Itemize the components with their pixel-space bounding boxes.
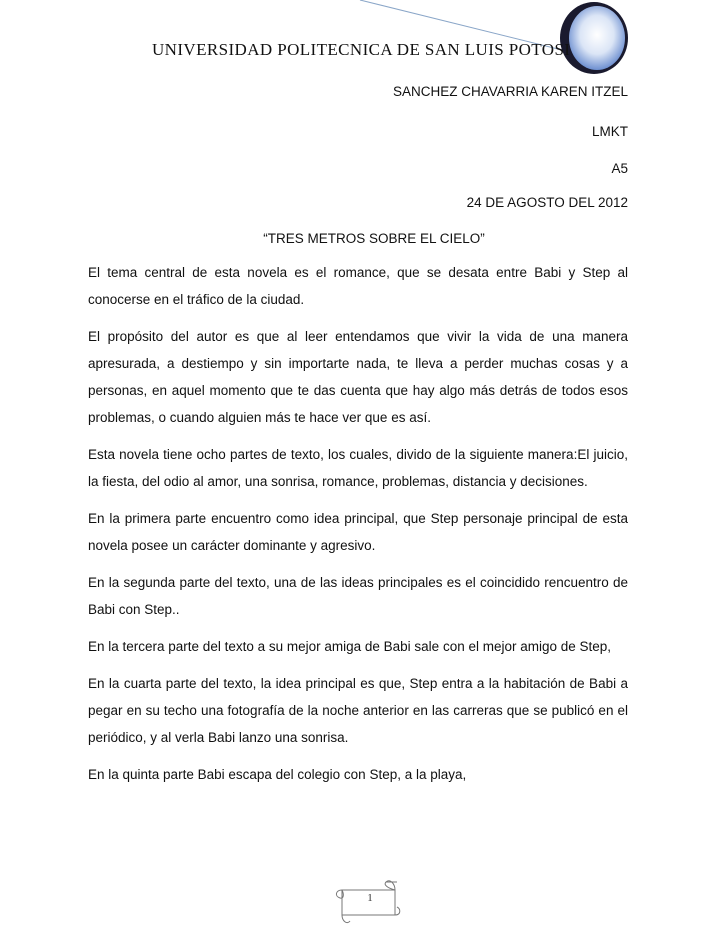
- document-date: 24 DE AGOSTO DEL 2012: [466, 195, 628, 210]
- decorative-oval-light: [569, 6, 625, 70]
- paragraph: En la quinta parte Babi escapa del colegio con Step, a la playa,: [88, 767, 467, 782]
- paragraph: Esta novela tiene ocho partes de texto, los cuales, divido de la siguiente manera:El juicio, la fiesta, del odio al amor, una sonrisa, romance, problemas, distancia y decisiones.: [88, 447, 628, 489]
- paragraph: En la cuarta parte del texto, la idea principal es que, Step entra a la habitación de Babi a pegar en su techo una fotografía de la noche anterior en las carreras que se publicó en el periódico, y al verla Babi lanzo una sonrisa.: [88, 676, 628, 745]
- author-name: SANCHEZ CHAVARRIA KAREN ITZEL: [392, 84, 628, 99]
- group-code: A5: [611, 161, 628, 176]
- university-header: UNIVERSIDAD POLITECNICA DE SAN LUIS POTOSI: [152, 40, 571, 59]
- page-number: 1: [367, 892, 373, 904]
- paragraph: El propósito del autor es que al leer entendamos que vivir la vida de una manera apresurada, a destiempo y sin importarte nada, te lleva a perder muchas cosas y a personas, en aquel momento que te das cuenta que hay algo más detrás de todos esos problemas, o cuando alguien más te hace ver que es así.: [88, 329, 628, 425]
- document-title: “TRES METROS SOBRE EL CIELO”: [263, 231, 485, 246]
- body-text: [88, 259, 628, 798]
- paragraph: En la primera parte encuentro como idea principal, que Step personaje principal de esta novela posee un carácter dominante y agresivo.: [88, 511, 628, 553]
- paragraph: En la segunda parte del texto, una de las ideas principales es el coincidido rencuentro de Babi con Step..: [88, 575, 628, 617]
- paragraph: El tema central de esta novela es el romance, que se desata entre Babi y Step al conocerse en el tráfico de la ciudad.: [88, 265, 628, 307]
- paragraph: En la tercera parte del texto a su mejor amiga de Babi sale con el mejor amigo de Step,: [88, 639, 612, 654]
- program-code: LMKT: [591, 124, 628, 139]
